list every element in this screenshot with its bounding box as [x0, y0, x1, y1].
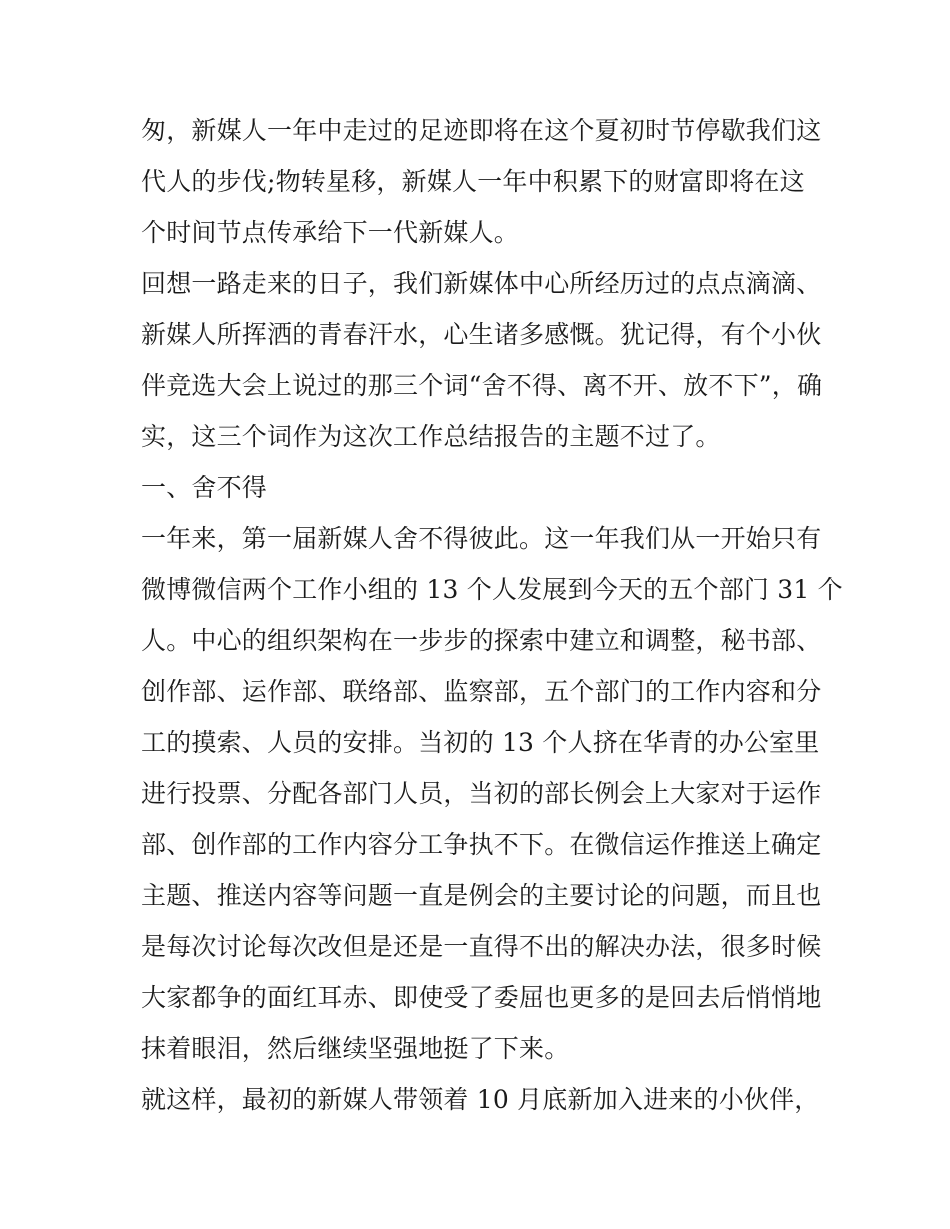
text-line: 抹着眼泪，然后继续坚强地挺了下来。: [141, 1034, 570, 1063]
text-line: 匆，新媒人一年中走过的足迹即将在这个夏初时节停歇我们这: [141, 116, 822, 145]
text-line: 是每次讨论每次改但是还是一直得不出的解决办法，很多时候: [141, 932, 822, 961]
text-line: 实，这三个词作为这次工作总结报告的主题不过了。: [141, 422, 721, 451]
section-heading: 一、舍不得: [141, 473, 268, 502]
text-line: 个时间节点传承给下一代新媒人。: [141, 218, 520, 247]
text-line: 代人的步伐;物转星移，新媒人一年中积累下的财富即将在这: [141, 167, 805, 196]
text-line: 创作部、运作部、联络部、监察部，五个部门的工作内容和分: [141, 677, 822, 706]
text-line: 伴竞选大会上说过的那三个词“舍不得、离不开、放不下”，确: [141, 371, 823, 400]
text-line: 工的摸索、人员的安排。当初的 13 个人挤在华青的办公室里: [141, 728, 820, 757]
text-line: 进行投票、分配各部门人员，当初的部长例会上大家对于运作: [141, 779, 822, 808]
text-line: 大家都争的面红耳赤、即使受了委屈也更多的是回去后悄悄地: [141, 983, 822, 1012]
text-line: 微博微信两个工作小组的 13 个人发展到今天的五个部门 31 个: [141, 575, 843, 604]
text-line: 部、创作部的工作内容分工争执不下。在微信运作推送上确定: [141, 830, 822, 859]
text-line: 人。中心的组织架构在一步步的探索中建立和调整，秘书部、: [141, 626, 822, 655]
text-line: 就这样，最初的新媒人带领着 10 月底新加入进来的小伙伴，: [141, 1085, 820, 1114]
text-line: 一年来，第一届新媒人舍不得彼此。这一年我们从一开始只有: [141, 524, 822, 553]
text-line: 主题、推送内容等问题一直是例会的主要讨论的问题，而且也: [141, 881, 822, 910]
text-line: 新媒人所挥洒的青春汗水，心生诸多感慨。犹记得，有个小伙: [141, 320, 822, 349]
text-line: 回想一路走来的日子，我们新媒体中心所经历过的点点滴滴、: [141, 269, 822, 298]
